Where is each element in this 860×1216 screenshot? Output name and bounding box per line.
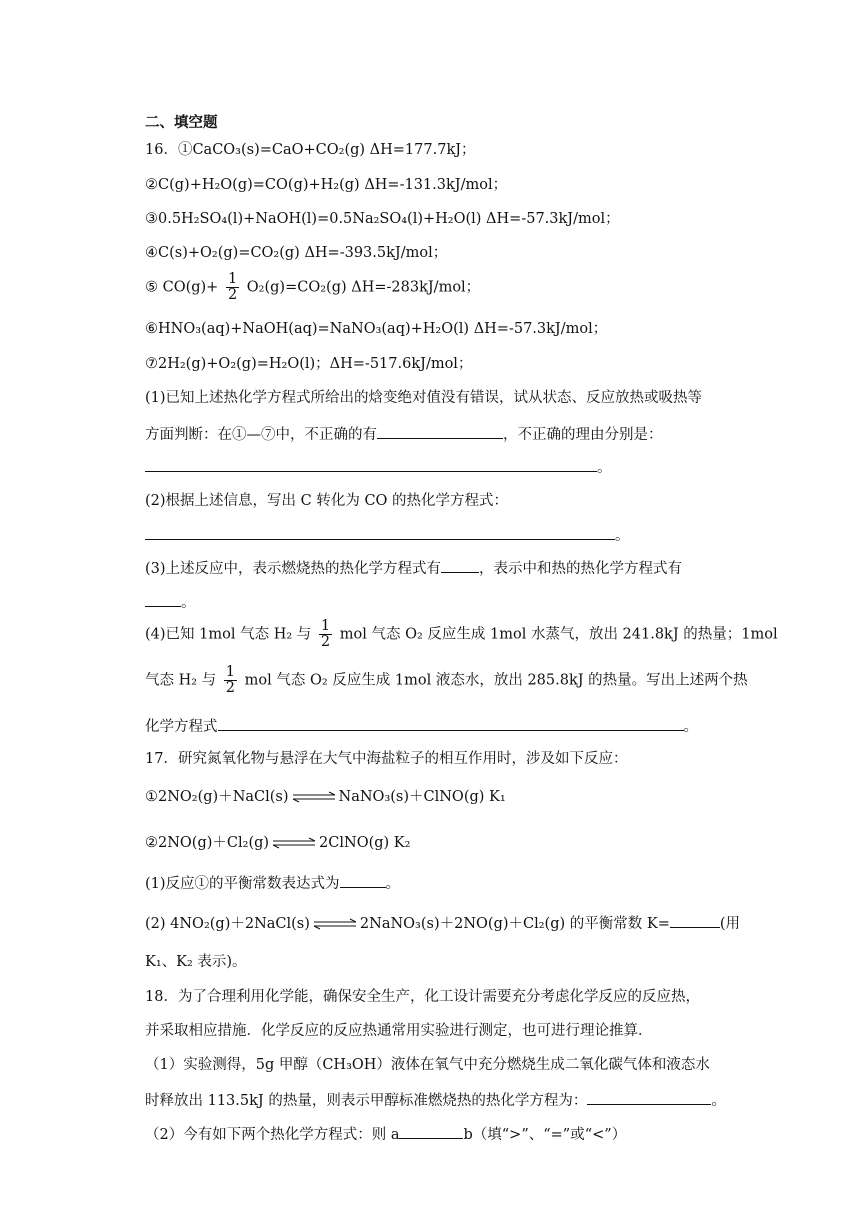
period: 。	[711, 1093, 726, 1109]
q16-reaction-5-pre: ⑤ CO(g)+	[145, 279, 219, 296]
q18-line2: 并采取相应措施．化学反应的反应热通常用实验进行测定，也可进行理论推算．	[145, 1023, 653, 1039]
q16-reaction-2: ②C(g)+H₂O(g)=CO(g)+H₂(g) ΔH=-131.3kJ/mol；	[145, 177, 508, 193]
answer-blank[interactable]	[587, 1089, 711, 1105]
answer-blank[interactable]	[145, 591, 181, 607]
q17-part1-text: (1)反应①的平衡常数表达式为	[145, 876, 340, 892]
q16-part4-line2	[145, 665, 748, 696]
fraction-numerator: 1	[227, 271, 238, 287]
q18-part2-line1	[145, 1123, 626, 1145]
answer-blank[interactable]	[399, 1123, 463, 1139]
q16-part3-b: ，表示中和热的热化学方程式有	[479, 561, 683, 577]
section-title: 二、填空题	[145, 114, 218, 131]
answer-blank[interactable]	[377, 423, 503, 439]
q16-reaction-5	[145, 272, 480, 303]
q18-part1-line2	[145, 1089, 726, 1111]
equilibrium-arrow-icon	[271, 837, 317, 849]
period: 。	[683, 719, 698, 735]
q16-part1-line2	[145, 423, 663, 445]
q16-part1-answer-line	[145, 456, 612, 478]
q17-reaction-2-left: ②2NO(g)＋Cl₂(g)	[145, 835, 270, 851]
equilibrium-arrow-icon	[291, 791, 337, 803]
answer-blank[interactable]	[218, 715, 684, 731]
period: 。	[597, 460, 612, 476]
q17-reaction-1-right: NaNO₃(s)＋ClNO(g) K₁	[338, 789, 506, 805]
q16-part4-line3	[145, 715, 698, 737]
q16-part4-line1	[145, 619, 778, 650]
q16-part2-answer-line	[145, 524, 630, 546]
q16-part4-line1-a: (4)已知 1mol 气态 H₂ 与	[145, 626, 312, 643]
q17-reaction-1-left: ①2NO₂(g)＋NaCl(s)	[145, 789, 289, 805]
equilibrium-arrow-icon	[312, 918, 358, 930]
q16-part3-line2	[145, 591, 196, 613]
q18-part2-suffix: b（填“>”、“=”或“<”）	[463, 1127, 627, 1143]
q17-reaction-1	[145, 787, 506, 807]
q16-part4-line2-a: 气态 H₂ 与	[145, 672, 217, 689]
answer-blank[interactable]	[670, 912, 720, 928]
q17-part1	[145, 872, 400, 894]
q16-part4-line2-b: mol 气态 O₂ 反应生成 1mol 液态水，放出 285.8kJ 的热量。写出上述两个热	[244, 672, 748, 689]
q16-part1-line1: (1)已知上述热化学方程式所给出的焓变绝对值没有错误，试从状态、反应放热或吸热等	[145, 390, 703, 406]
q16-reaction-5-post: O₂(g)=CO₂(g) ΔH=-283kJ/mol；	[246, 279, 481, 296]
q16-reaction-3: ③0.5H₂SO₄(l)+NaOH(l)=0.5Na₂SO₄(l)+H₂O(l) ΔH=-57.3kJ/mol；	[145, 211, 620, 227]
answer-blank[interactable]	[145, 456, 597, 472]
answer-blank[interactable]	[441, 557, 479, 573]
period: 。	[181, 595, 196, 611]
q16-reaction-1: 16．①CaCO₃(s)=CaO+CO₂(g) ΔH=177.7kJ；	[145, 142, 476, 158]
q16-reaction-6: ⑥HNO₃(aq)+NaOH(aq)=NaNO₃(aq)+H₂O(l) ΔH=-57.3kJ/mol；	[145, 321, 608, 337]
answer-blank[interactable]	[145, 524, 615, 540]
q16-part2-line1: (2)根据上述信息，写出 C 转化为 CO 的热化学方程式：	[145, 493, 509, 509]
q16-reaction-7: ⑦2H₂(g)+O₂(g)=H₂O(l)；ΔH=-517.6kJ/mol；	[145, 356, 473, 372]
q18-part1-line1: （1）实验测得，5g 甲醇（CH₃OH）液体在氧气中充分燃烧生成二氧化碳气体和液态水	[145, 1057, 710, 1073]
q16-part4-line3-a: 化学方程式	[145, 719, 218, 735]
q18-part2-text: （2）今有如下两个热化学方程式：则 a	[145, 1127, 400, 1143]
q16-part1-line2-b: ，不正确的理由分别是：	[503, 427, 663, 443]
fraction-denominator: 2	[320, 634, 331, 650]
fraction-denominator: 2	[227, 287, 238, 303]
q17-reaction-2	[145, 833, 410, 853]
q17-title: 17．研究氮氧化物与悬浮在大气中海盐粒子的相互作用时，涉及如下反应：	[145, 751, 628, 767]
q17-part2-suffix: (用	[719, 916, 741, 932]
q17-part2-left: (2) 4NO₂(g)＋2NaCl(s)	[145, 916, 310, 932]
fraction-denominator: 2	[225, 680, 236, 696]
period: 。	[615, 528, 630, 544]
fraction-one-half	[319, 619, 332, 650]
fraction-one-half	[224, 665, 237, 696]
q16-part1-line2-a: 方面判断：在①—⑦中，不正确的有	[145, 427, 377, 443]
q17-part2-right: 2NaNO₃(s)＋2NO(g)＋Cl₂(g) 的平衡常数 K=	[359, 916, 670, 932]
q17-part2-line1	[145, 912, 740, 934]
fraction-numerator: 1	[225, 664, 236, 680]
q17-reaction-2-right: 2ClNO(g) K₂	[319, 835, 411, 851]
q16-part3-a: (3)上述反应中，表示燃烧热的热化学方程式有	[145, 561, 442, 577]
q17-part2-line2: K₁、K₂ 表示)。	[145, 954, 247, 970]
q18-line1: 18．为了合理利用化学能，确保安全生产，化工设计需要充分考虑化学反应的反应热，	[145, 989, 700, 1005]
answer-blank[interactable]	[340, 872, 386, 888]
period: 。	[385, 876, 401, 892]
q16-part3-line1	[145, 557, 682, 579]
q16-reaction-4: ④C(s)+O₂(g)=CO₂(g) ΔH=-393.5kJ/mol；	[145, 245, 448, 261]
fraction-numerator: 1	[320, 618, 331, 634]
q16-part4-line1-b: mol 气态 O₂ 反应生成 1mol 水蒸气，放出 241.8kJ 的热量；1mol	[339, 626, 778, 643]
fraction-one-half	[226, 272, 239, 303]
q18-part1-text: 时释放出 113.5kJ 的热量，则表示甲醇标准燃烧热的热化学方程为：	[145, 1093, 588, 1109]
